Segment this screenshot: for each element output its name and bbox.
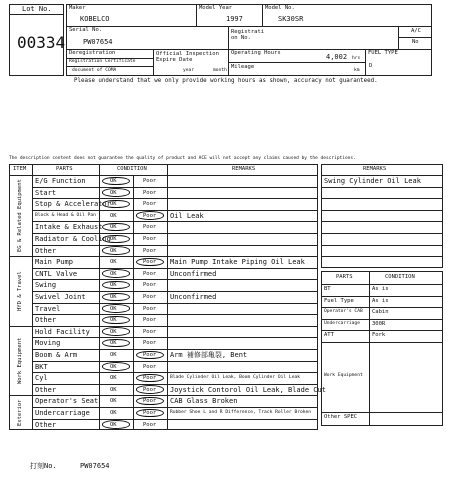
part-name: Main Pump (35, 258, 73, 267)
remark-text: Joystick Contorol Oil Leak, Blade Cut (170, 385, 326, 394)
poor-option: Poor (143, 352, 157, 358)
poor-option: Poor (143, 259, 157, 266)
mileage-label: Mileage (231, 64, 255, 70)
month-label: month (213, 68, 227, 73)
spec-part: Operator's CAB (324, 309, 363, 315)
ok-option: OK (110, 386, 117, 393)
poor-option: Poor (143, 189, 157, 196)
col-condition-header: CONDITION (117, 166, 147, 172)
stamp-value: PW07654 (80, 462, 110, 470)
remark-text: Unconfirmed (170, 269, 217, 278)
col-remarks-header: REMARKS (232, 166, 256, 172)
operating-hours-value: 4,002 (326, 53, 348, 61)
condition-header: CONDITION (385, 274, 415, 280)
ac-value: No (412, 39, 419, 45)
part-name: Other (35, 316, 57, 325)
ac-label: A/C (411, 28, 421, 34)
part-name: Stop & Accelerator (35, 200, 111, 209)
part-name: Hold Facility (35, 327, 90, 336)
group-label: Exterior (17, 399, 23, 426)
km-label: km (354, 68, 360, 73)
poor-option: Poor (143, 410, 157, 416)
col-item-header: ITEM (13, 166, 27, 172)
ok-option: OK (110, 247, 117, 254)
part-name: Other (35, 385, 57, 394)
ok-selected-mark (102, 420, 130, 429)
ok-selected-mark (102, 177, 130, 186)
part-name: Operator's Seat (35, 397, 99, 406)
part-name: Cyl (35, 374, 48, 383)
ok-selected-mark (102, 235, 130, 244)
ok-option: OK (110, 212, 117, 219)
ok-option: OK (110, 259, 117, 266)
col-parts-header: PARTS (56, 166, 73, 172)
model-year-value: 1997 (226, 15, 243, 23)
poor-option: Poor (143, 224, 157, 231)
ok-option: OK (110, 398, 117, 405)
ok-option: OK (110, 270, 117, 277)
poor-option: Poor (143, 178, 157, 184)
spec-part: Undercarriage (324, 320, 360, 326)
poor-option: Poor (143, 363, 157, 370)
serial-value: PW07654 (83, 38, 113, 46)
ok-selected-mark (102, 269, 130, 278)
poor-option: Poor (143, 201, 157, 208)
poor-selected-mark (136, 211, 164, 220)
ok-option: OK (110, 282, 117, 289)
group-label: Work Equipment (17, 337, 23, 384)
spec-part: Other SPEC (324, 413, 358, 420)
remarks-text: Swing Cylinder Oil Leak (324, 177, 421, 185)
maker-label: Maker (69, 5, 86, 11)
ok-selected-mark (102, 246, 130, 255)
lot-label: Lot No. (22, 5, 52, 13)
stamp-label: 打刻No. (30, 462, 57, 470)
group-label: EG & Related Equipment (17, 179, 23, 252)
part-name: Radiator & Cooling (35, 235, 111, 243)
remark-text: Main Pump Intake Piping Oil Leak (170, 258, 305, 267)
poor-selected-mark (136, 409, 164, 418)
part-name: Swing (35, 281, 57, 290)
ok-selected-mark (102, 362, 130, 371)
registration-label: Registrati on No. (231, 29, 265, 42)
ok-option: OK (110, 201, 117, 208)
poor-option: Poor (143, 317, 157, 324)
official-inspection-label: Official Inspection Expire Date (156, 51, 219, 64)
poor-option: Poor (143, 398, 157, 405)
ok-selected-mark (102, 293, 130, 302)
poor-option: Poor (143, 282, 157, 289)
model-no-value: SK30SR (278, 15, 304, 23)
disclaimer: The description content does not guarantee the quality of product and ACE will not accept any claims caused by the descriptions. (9, 156, 356, 161)
spec-part: Fuel Type (324, 297, 354, 304)
poor-option: Poor (143, 421, 157, 428)
ok-option: OK (110, 421, 117, 428)
part-name: E/G Function (35, 177, 86, 185)
part-name: CNTL Valve (35, 269, 78, 278)
document-coma-label: document of COMA (72, 68, 117, 73)
part-name: Start (35, 188, 57, 197)
ok-option: OK (110, 328, 117, 335)
part-name: Intake & Exhaust (35, 223, 103, 232)
hrs-label: hrs (352, 56, 361, 61)
ok-option: OK (110, 375, 117, 382)
poor-selected-mark (136, 351, 164, 360)
ok-selected-mark (102, 327, 130, 336)
part-name: Other (35, 420, 57, 429)
ok-option: OK (110, 224, 117, 231)
spec-condition: As is (372, 286, 389, 292)
fuel-type-value: D (369, 63, 373, 69)
remarks-header: REMARKS (363, 166, 387, 172)
lot-number: 00334 (17, 33, 66, 52)
ok-option: OK (110, 340, 117, 347)
spec-condition: 300R (372, 320, 386, 327)
ok-option: OK (110, 410, 117, 416)
poor-option: Poor (143, 236, 157, 242)
part-name: BKT (35, 362, 48, 371)
part-name: Swivel Joint (35, 293, 86, 301)
ok-option: OK (110, 236, 117, 242)
remark-text: Blade Cylinder Oil Leak, Boom Cylinder Oil Leak (170, 375, 300, 381)
maker-value: KOBELCO (80, 15, 110, 23)
ok-option: OK (110, 317, 117, 324)
poor-option: Poor (143, 386, 157, 393)
poor-option: Poor (143, 247, 157, 254)
spec-part: Work Equipment (324, 372, 363, 378)
spec-condition: As is (372, 297, 389, 304)
group-label: HYD & Travel (17, 271, 23, 311)
poor-option: Poor (143, 340, 157, 347)
ok-selected-mark (102, 304, 130, 313)
part-name: Boom & Arm (35, 351, 78, 359)
poor-option: Poor (143, 375, 157, 382)
part-name: Block & Head & Oil Pan (35, 212, 96, 218)
spec-part: ATT (324, 332, 334, 339)
poor-selected-mark (136, 385, 164, 394)
spec-part: BT (324, 286, 331, 292)
remark-text: Arm 補修部亀裂, Bent (170, 351, 248, 359)
poor-option: Poor (143, 212, 157, 219)
spec-condition: Cabin (372, 309, 389, 316)
ok-option: OK (110, 363, 117, 370)
ok-option: OK (110, 294, 117, 300)
remark-text: Unconfirmed (170, 293, 217, 301)
poor-option: Poor (143, 294, 157, 300)
year-label: year (183, 68, 195, 73)
poor-option: Poor (143, 305, 157, 312)
fuel-type-label: FUEL TYPE (368, 50, 398, 56)
ok-option: OK (110, 178, 117, 184)
model-year-label: Model Year (199, 5, 233, 11)
part-name: Travel (35, 304, 61, 313)
model-no-label: Model No. (265, 5, 295, 11)
poor-option: Poor (143, 270, 157, 277)
deregistration-label: Deregistration (69, 50, 116, 56)
operating-hours-label: Operating Hours (231, 50, 281, 56)
parts-header: PARTS (336, 274, 353, 280)
part-name: Moving (35, 339, 61, 348)
part-name: Undercarriage (35, 409, 90, 417)
remark-text: CAB Glass Broken (170, 397, 238, 406)
ok-option: OK (110, 352, 117, 358)
ok-option: OK (110, 305, 117, 312)
remark-text: Rubber Shoe L and R Difference, Track Roller Broken (170, 410, 312, 415)
poor-option: Poor (143, 328, 157, 335)
part-name: Other (35, 246, 57, 255)
hours-note: Please understand that we only provide working hours as shown, accuracy not guaranteed. (74, 78, 378, 84)
spec-condition: Fork (372, 332, 386, 339)
serial-label: Serial No. (69, 27, 103, 33)
remark-text: Oil Leak (170, 211, 204, 220)
ok-selected-mark (102, 188, 130, 197)
registration-certificate-label: Registration Certificate (69, 59, 136, 64)
ok-option: OK (110, 189, 117, 196)
